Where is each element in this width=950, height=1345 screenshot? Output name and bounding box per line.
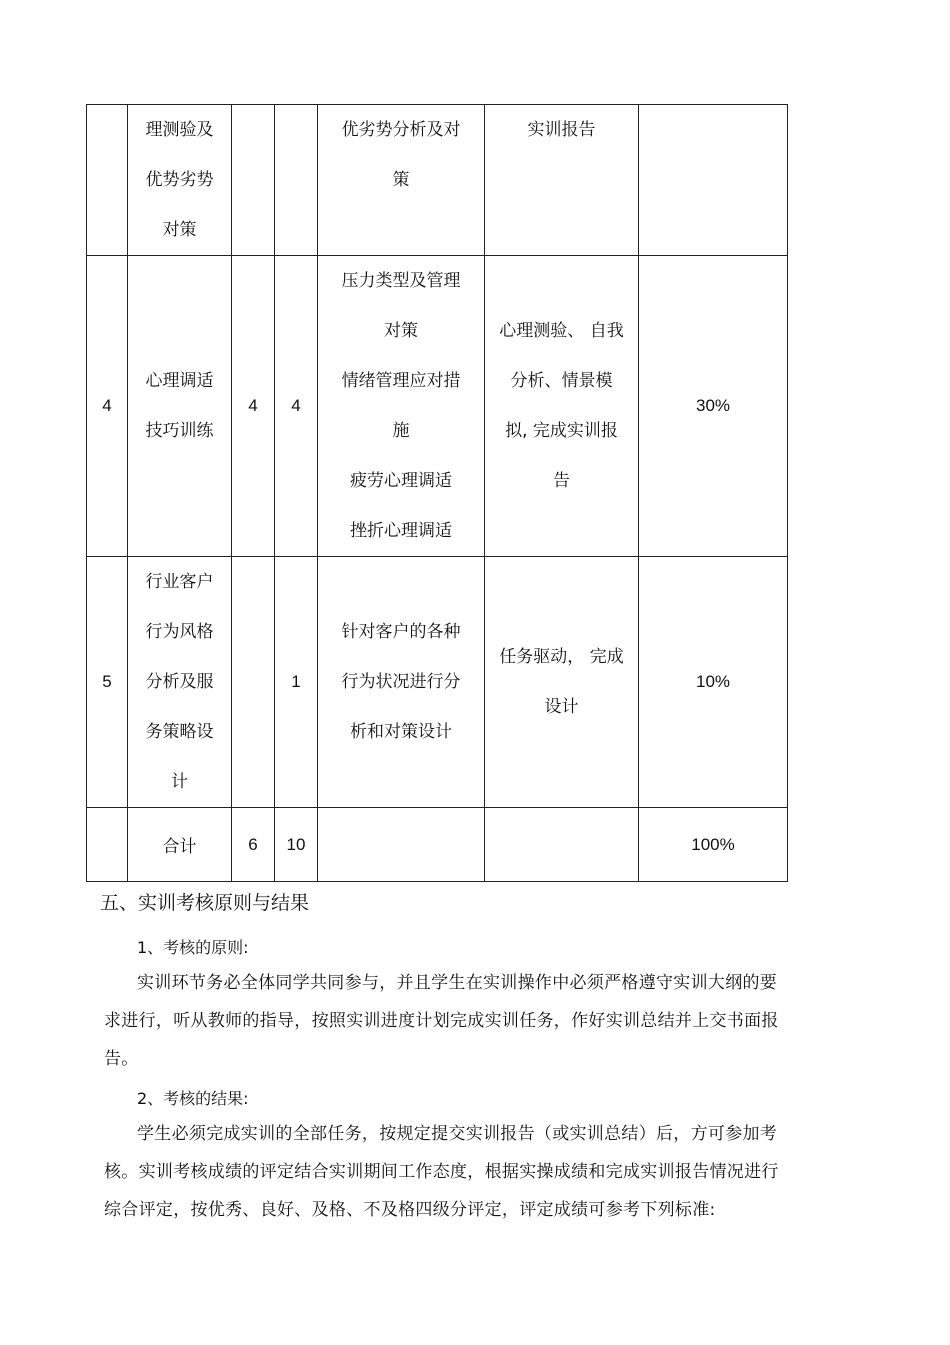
topic-line: 行为风格	[145, 622, 214, 642]
cell-col3	[232, 256, 275, 557]
topic-line: 优势劣势	[145, 170, 214, 190]
cell-method	[485, 105, 639, 256]
hours-b: 4	[291, 396, 301, 415]
topic-line: 对策	[162, 220, 197, 240]
content-line: 析和对策设计	[350, 722, 452, 742]
section-heading: 五、实训考核原则与结果	[100, 892, 310, 914]
cell-content	[318, 105, 485, 256]
total-weight: 100%	[691, 834, 735, 854]
content-line: 压力类型及管理	[341, 271, 461, 291]
topic-line: 行业客户	[145, 572, 214, 592]
principle-title: 1、考核的原则:	[137, 938, 249, 957]
method-line: 设计	[544, 697, 579, 717]
content-line: 行为状况进行分	[341, 672, 461, 692]
content-line: 疲劳心理调适	[350, 471, 452, 491]
method-line: 心理测验、 自我	[499, 321, 624, 341]
topic-line: 心理调适	[145, 371, 214, 391]
table-total-row	[87, 808, 788, 882]
row-number: 5	[102, 672, 112, 691]
content-line: 情绪管理应对措	[341, 371, 461, 391]
topic-line: 技巧训练	[145, 421, 214, 441]
cell-weight	[639, 557, 788, 808]
cell-weight	[639, 105, 788, 256]
result-title: 2、考核的结果:	[137, 1089, 249, 1108]
cell-col3	[232, 557, 275, 808]
total-hours-a: 6	[248, 834, 258, 854]
topic-line: 理测验及	[145, 120, 214, 140]
cell-col4	[275, 256, 318, 557]
cell-method	[485, 256, 639, 557]
cell-topic	[128, 808, 232, 882]
weight-value: 30%	[695, 396, 731, 415]
total-hours-b: 10	[286, 834, 306, 854]
cell-content	[318, 808, 485, 882]
method-line: 实训报告	[527, 120, 596, 140]
cell-col4	[275, 105, 318, 256]
table-row	[87, 105, 788, 256]
cell-content	[318, 256, 485, 557]
total-label: 合计	[162, 837, 197, 857]
content-line: 挫折心理调适	[350, 521, 452, 541]
cell-col4	[275, 557, 318, 808]
row-number: 4	[102, 396, 112, 415]
cell-col3	[232, 105, 275, 256]
table-row	[87, 557, 788, 808]
cell-method	[485, 557, 639, 808]
cell-topic	[128, 557, 232, 808]
cell-no	[87, 557, 128, 808]
cell-content	[318, 557, 485, 808]
method-line: 拟, 完成实训报	[505, 421, 618, 441]
course-table	[86, 104, 788, 882]
content-line: 策	[392, 170, 410, 190]
cell-col4	[275, 808, 318, 882]
cell-method	[485, 808, 639, 882]
weight-value: 10%	[695, 672, 731, 691]
cell-no	[87, 256, 128, 557]
cell-weight	[639, 808, 788, 882]
topic-line: 分析及服	[145, 672, 214, 692]
principle-paragraph: 实训环节务必全体同学共同参与，并且学生在实训操作中必须严格遵守实训大纲的要求进行，听从教师的指导，按照实训进度计划完成实训任务，作好实训总结并上交书面报告。	[104, 973, 779, 1069]
table-row	[87, 256, 788, 557]
cell-topic	[128, 105, 232, 256]
content-line: 针对客户的各种	[341, 622, 461, 642]
content-line: 对策	[384, 321, 418, 341]
result-paragraph: 学生必须完成实训的全部任务，按规定提交实训报告（或实训总结）后，方可参加考核。实训考核成绩的评定结合实训期间工作态度，根据实操成绩和完成实训报告情况进行综合评定，按优秀、良好、及格、不及格四级分评定，评定成绩可参考下列标准:	[104, 1124, 779, 1220]
hours-b: 1	[291, 672, 301, 691]
topic-line: 务策略设	[145, 722, 214, 742]
topic-line: 计	[171, 772, 188, 792]
course-table-container	[86, 104, 787, 882]
content-line: 优劣势分析及对	[341, 120, 461, 140]
cell-col3	[232, 808, 275, 882]
method-line: 分析、情景模	[510, 371, 613, 391]
cell-topic	[128, 256, 232, 557]
hours-a: 4	[248, 396, 258, 415]
content-line: 施	[392, 421, 410, 441]
method-line: 任务驱动， 完成	[499, 647, 624, 667]
cell-no	[87, 105, 128, 256]
cell-weight	[639, 256, 788, 557]
method-line: 告	[553, 471, 570, 491]
cell-no	[87, 808, 128, 882]
